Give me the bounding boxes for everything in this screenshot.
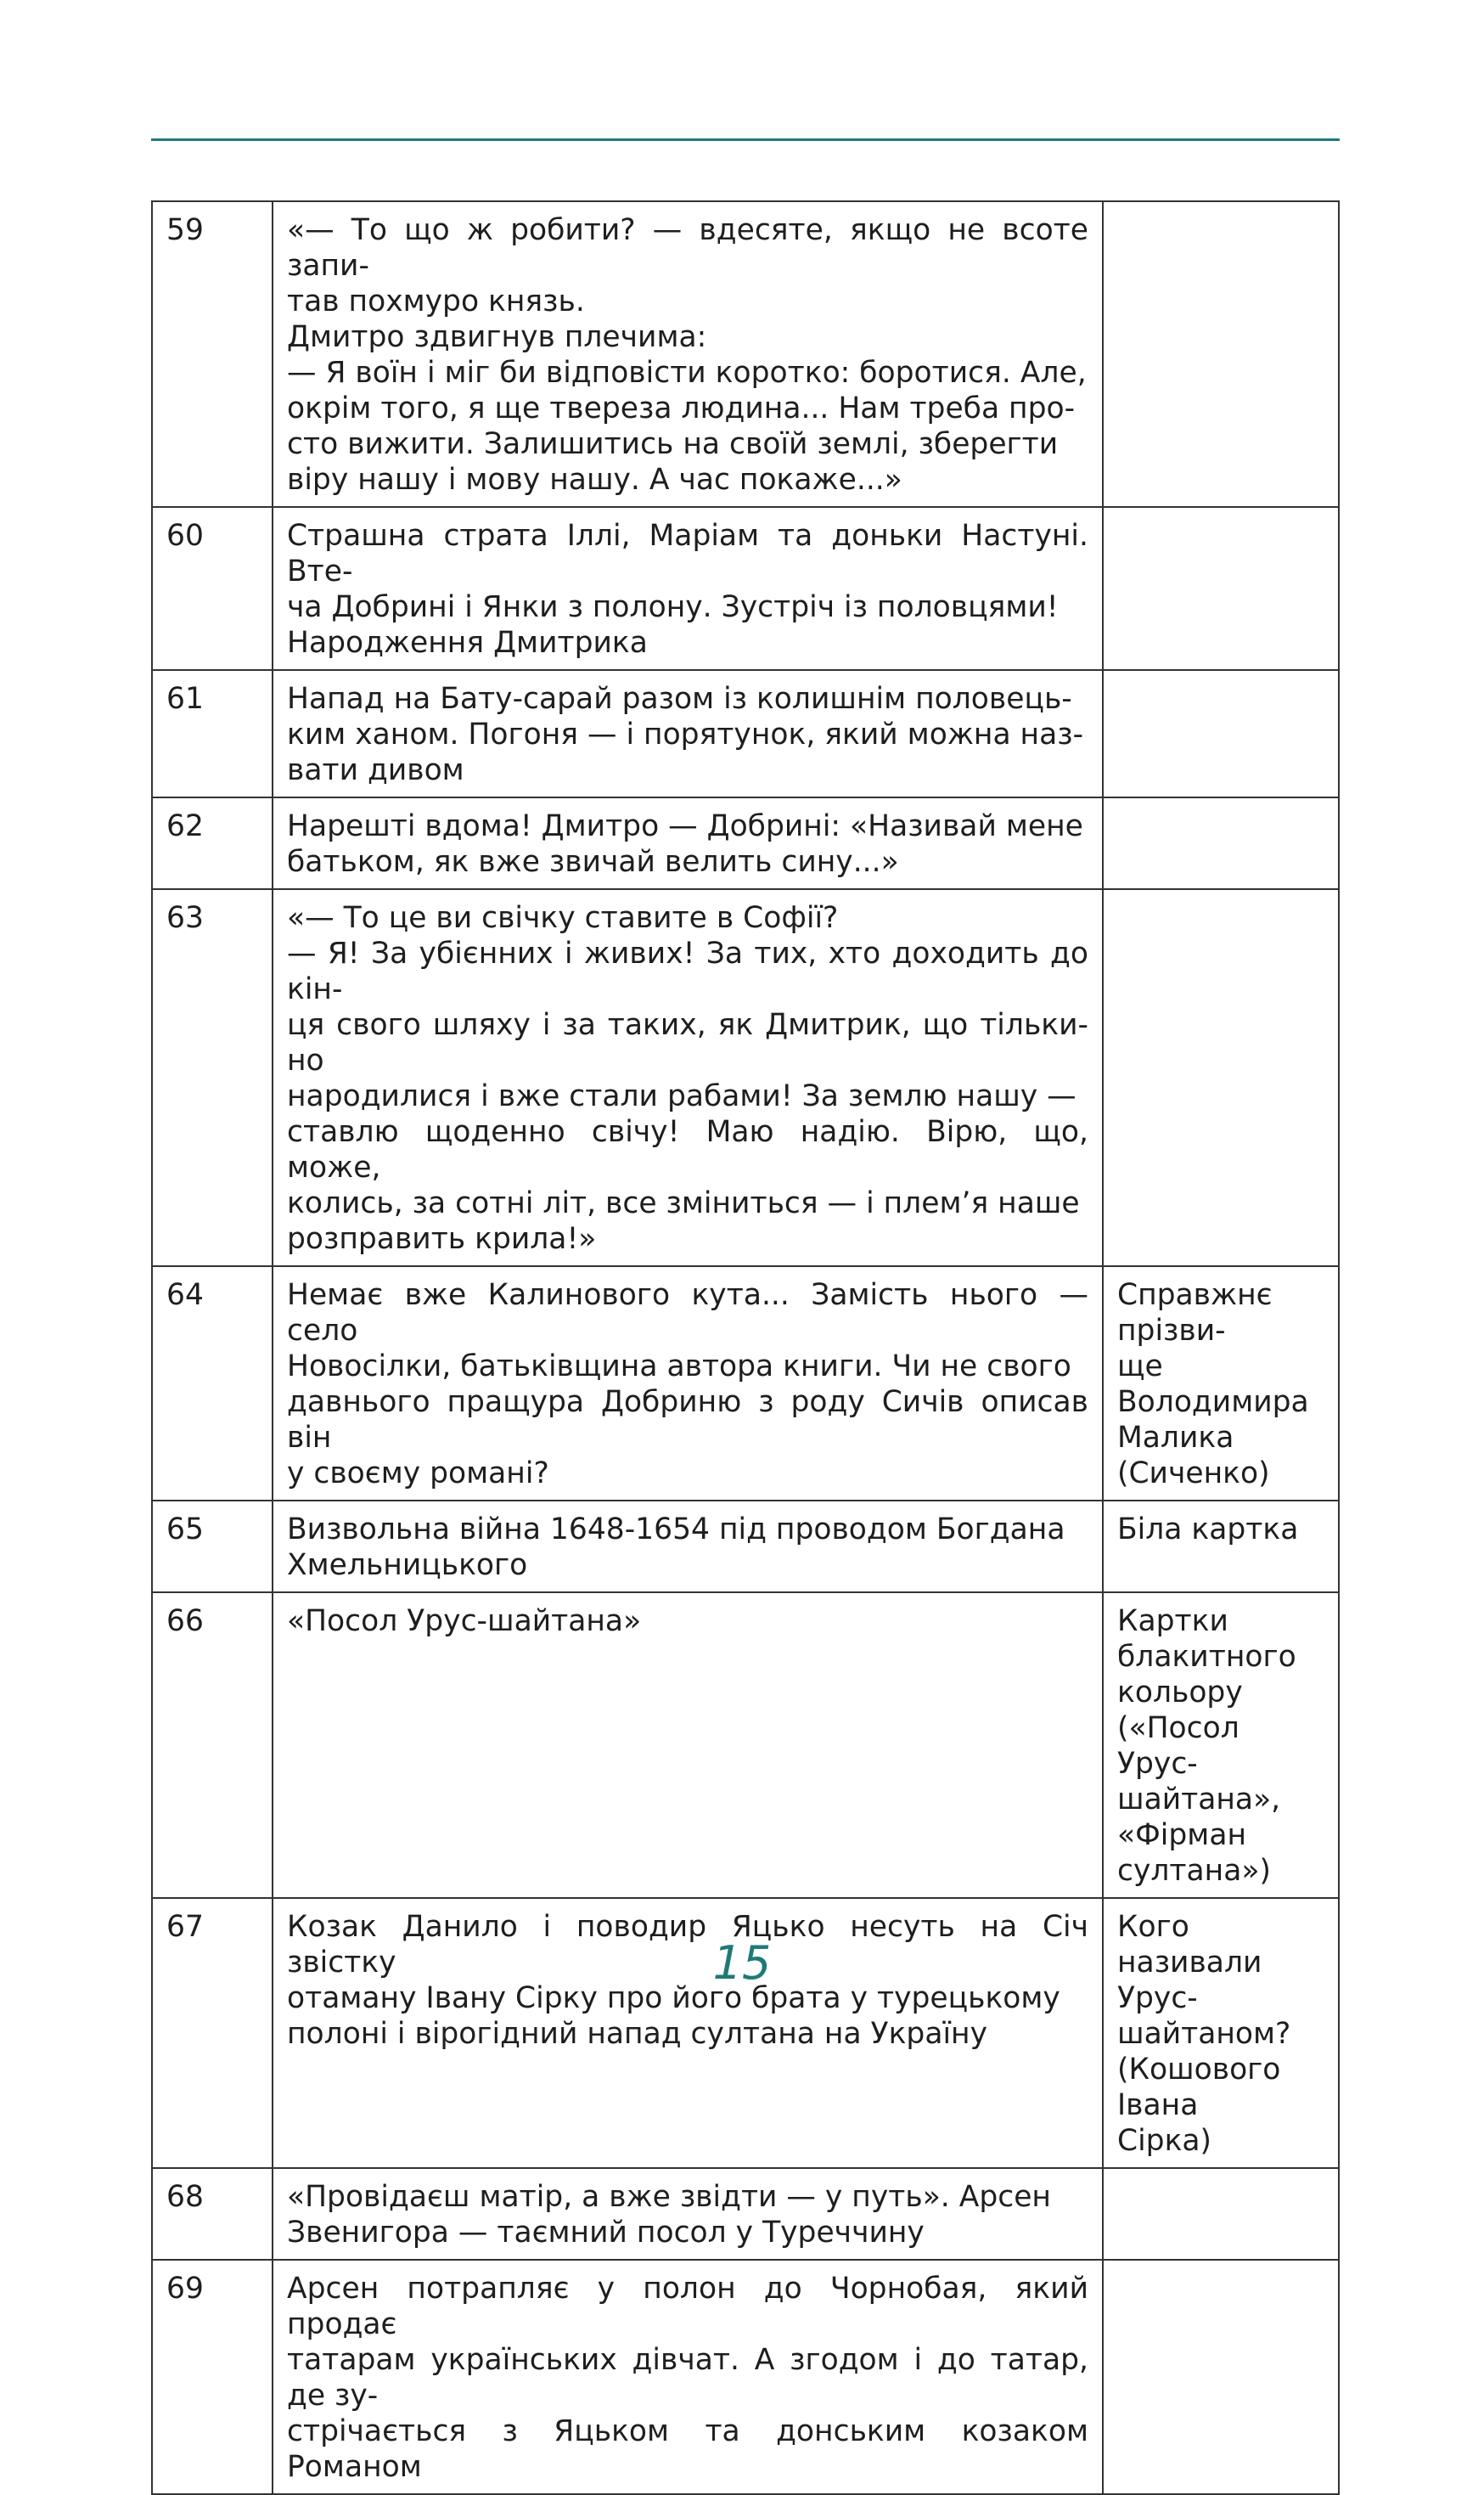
note-line: Урус-шайтаном? xyxy=(1117,1981,1291,2051)
text-line: колись, за сотні літ, все зміниться — і плем’я наше xyxy=(287,1186,1080,1220)
text-line: Арсен потрапляє у полон до Чорнобая, який продає xyxy=(287,2272,1088,2341)
row-number: 63 xyxy=(152,889,273,1266)
text-line: «— То це ви свічку ставите в Софії? xyxy=(287,901,839,935)
text-line: сто вижити. Залишитись на своїй землі, зберегти xyxy=(287,427,1059,461)
row-number: 62 xyxy=(152,797,273,889)
note-line: кольору («Посол xyxy=(1117,1676,1243,1745)
text-line: розправить крила!» xyxy=(287,1222,597,1256)
row-note xyxy=(1103,1592,1339,1898)
table-body xyxy=(152,201,1339,2494)
table-row xyxy=(152,2168,1339,2260)
table-row xyxy=(152,797,1339,889)
row-text xyxy=(273,1501,1103,1592)
text-line: Козак Данило і поводир Яцько несуть на Січ звістку xyxy=(287,1910,1088,1980)
row-note xyxy=(1103,1501,1339,1592)
row-note xyxy=(1103,201,1339,507)
row-text xyxy=(273,201,1103,507)
text-line: народилися і вже стали рабами! За землю нашу — xyxy=(287,1079,1076,1113)
text-line: Немає вже Калинового кута... Замість нього — село xyxy=(287,1278,1088,1348)
page-number: 15 xyxy=(712,1936,772,1990)
table-row xyxy=(152,2260,1339,2494)
table-row xyxy=(152,670,1339,797)
text-line: стрічається з Яцьком та донським козаком Романом xyxy=(287,2414,1088,2484)
text-line: ким ханом. Погоня — і порятунок, який можна наз- xyxy=(287,718,1084,752)
text-line: — Я! За убієнних і живих! За тих, хто доходить до кін- xyxy=(287,937,1088,1006)
table-row xyxy=(152,889,1339,1266)
text-line: давнього пращура Добриню з роду Сичів описав він xyxy=(287,1385,1088,1455)
row-number: 60 xyxy=(152,507,273,670)
text-line: «— То що ж робити? — вдесяте, якщо не всоте запи- xyxy=(287,213,1088,283)
note-line: Біла картка xyxy=(1117,1512,1299,1546)
table-row xyxy=(152,1501,1339,1592)
row-note xyxy=(1103,2168,1339,2260)
text-line: Нарешті вдома! Дмитро — Добрині: «Називай мене xyxy=(287,809,1083,843)
row-number: 65 xyxy=(152,1501,273,1592)
row-text xyxy=(273,507,1103,670)
row-number: 66 xyxy=(152,1592,273,1898)
text-line: тав похмуро князь. xyxy=(287,284,585,318)
row-note xyxy=(1103,507,1339,670)
text-line: полоні і вірогідний напад султана на Україну xyxy=(287,2017,988,2051)
text-line: окрім того, я ще твереза людина... Нам треба про- xyxy=(287,391,1076,425)
row-text xyxy=(273,889,1103,1266)
row-text xyxy=(273,797,1103,889)
table-row xyxy=(152,1592,1339,1898)
content-table xyxy=(151,200,1340,2495)
header-rule xyxy=(151,138,1340,141)
row-number: 59 xyxy=(152,201,273,507)
text-line: ця свого шляху і за таких, як Дмитрик, що тільки-но xyxy=(287,1008,1088,1078)
row-note xyxy=(1103,670,1339,797)
text-line: Хмельницького xyxy=(287,1548,528,1582)
row-text xyxy=(273,1592,1103,1898)
row-text xyxy=(273,1266,1103,1501)
row-note xyxy=(1103,1266,1339,1501)
table-row xyxy=(152,507,1339,670)
text-line: у своєму романі? xyxy=(287,1456,549,1490)
table-row xyxy=(152,201,1339,507)
row-note xyxy=(1103,797,1339,889)
note-line: Малика (Сиченко) xyxy=(1117,1421,1270,1490)
text-line: Новосілки, батьківщина автора книги. Чи не свого xyxy=(287,1349,1071,1383)
text-line: отаману Івану Сірку про його брата у турецькому xyxy=(287,1981,1060,2015)
row-number: 61 xyxy=(152,670,273,797)
note-line: (Кошового Івана xyxy=(1117,2053,1281,2122)
text-line: Визвольна війна 1648-1654 під проводом Богдана xyxy=(287,1512,1065,1546)
note-line: Картки блакитного xyxy=(1117,1604,1296,1674)
text-line: — Я воїн і міг би відповісти коротко: боротися. Але, xyxy=(287,356,1087,390)
text-line: ча Добрині і Янки з полону. Зустріч із половцями! xyxy=(287,590,1059,624)
note-line: Сірка) xyxy=(1117,2124,1212,2158)
text-line: «Провідаєш матір, а вже звідти — у путь». Арсен xyxy=(287,2180,1051,2214)
note-line: «Фірман султана») xyxy=(1117,1818,1271,1888)
row-text xyxy=(273,2168,1103,2260)
row-number: 64 xyxy=(152,1266,273,1501)
row-note xyxy=(1103,2260,1339,2494)
row-number: 69 xyxy=(152,2260,273,2494)
table-row xyxy=(152,1266,1339,1501)
row-note xyxy=(1103,889,1339,1266)
row-number: 68 xyxy=(152,2168,273,2260)
text-line: «Посол Урус-шайтана» xyxy=(287,1604,642,1638)
text-line: Звенигора — таємний посол у Туреччину xyxy=(287,2216,925,2250)
note-line: Урус-шайтана», xyxy=(1117,1747,1281,1816)
text-line: батьком, як вже звичай велить сину...» xyxy=(287,845,899,879)
note-line: Справжнє прізви- xyxy=(1117,1278,1273,1348)
text-line: Страшна страта Іллі, Маріам та доньки Настуні. Вте- xyxy=(287,519,1088,589)
note-line: ще Володимира xyxy=(1117,1349,1309,1419)
row-text xyxy=(273,2260,1103,2494)
note-line: Кого називали xyxy=(1117,1910,1262,1980)
text-line: Дмитро здвигнув плечима: xyxy=(287,320,707,354)
text-line: Народження Дмитрика xyxy=(287,626,648,660)
text-line: віру нашу і мову нашу. А час покаже...» xyxy=(287,463,902,497)
row-text xyxy=(273,670,1103,797)
text-line: вати дивом xyxy=(287,753,464,787)
row-number: 67 xyxy=(152,1898,273,2168)
text-line: ставлю щоденно свічу! Маю надію. Вірю, що, може, xyxy=(287,1115,1088,1185)
text-line: Напад на Бату-сарай разом із колишнім половець- xyxy=(287,682,1072,716)
text-line: татарам українських дівчат. А згодом і до татар, де зу- xyxy=(287,2343,1088,2413)
